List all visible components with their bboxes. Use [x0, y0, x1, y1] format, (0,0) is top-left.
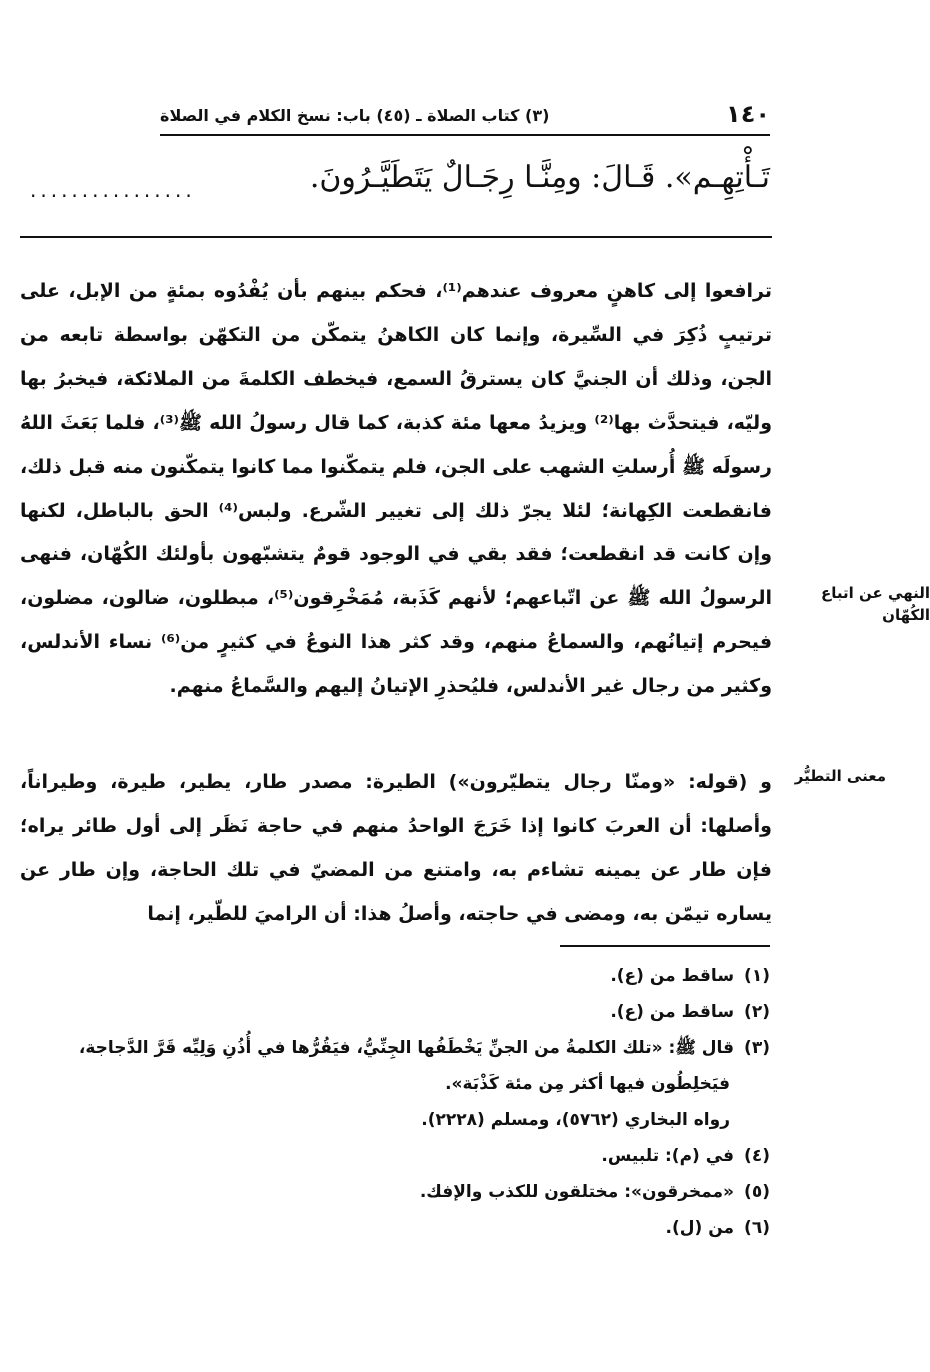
matn-text: تَـأْتِهِـم». قَـالَ: ومِنَّـا رِجَـالٌ يَتَطَيَّـرُونَ.	[309, 160, 770, 195]
footnote-4	[20, 1138, 770, 1174]
footnote-text: من (ل).	[665, 1218, 735, 1238]
header-rule	[160, 134, 770, 136]
matn-rule	[20, 236, 772, 238]
footnote-number: (٦)	[744, 1218, 770, 1238]
footnote-3	[20, 1030, 770, 1066]
footnote-text: ساقط من (ع).	[610, 1002, 735, 1022]
footnotes	[20, 958, 770, 1246]
footnote-number: (١)	[744, 966, 770, 986]
footnote-text: في (م): تلبيس.	[601, 1146, 735, 1166]
footnote-number: (٢)	[744, 1002, 770, 1022]
footnote-2	[20, 994, 770, 1030]
footnote-text: ساقط من (ع).	[610, 966, 735, 986]
footnote-text: «ممخرقون»: مختلقون للكذب والإفك.	[419, 1182, 735, 1202]
page-number: ١٤٠	[726, 100, 770, 128]
page-header	[160, 100, 770, 132]
margin-note-kahana: النهي عن اتباع الكُهّان	[821, 584, 930, 624]
footnote-5	[20, 1174, 770, 1210]
footnote-1	[20, 958, 770, 994]
commentary-paragraph-2: و (قوله: «ومنّا رجال يتطيّرون») الطيرة: مصدر طار، يطير، طيرة، وطيراناً، وأصلها: أن العربَ كانوا إذا خَرَجَ الواحدُ منهم في حاجة نَظَر إلى أول طائر يراه؛ فإن طار عن يمينه تشاءم به، وامتنع من المضيّ في تلك الحاجة، وإن طار عن يساره تيمّن به، ومضى في حاجته، وأصلُ هذا: أن الراميَ للطّير، إنما	[20, 771, 772, 925]
footnote-rule	[560, 945, 770, 947]
footnote-3-source: رواه البخاري (٥٧٦٢)، ومسلم (٢٢٢٨).	[421, 1110, 730, 1130]
footnote-number: (٣)	[744, 1038, 770, 1058]
hadith-matn	[20, 150, 770, 220]
footnote-6	[20, 1210, 770, 1246]
commentary-paragraph-1: ترافعوا إلى كاهنٍ معروف عندهم⁽¹⁾، فحكم بينهم بأن يُفْدُوه بمئةٍ من الإبل، على ترتيبٍ ذُكِرَ في السِّيرة، وإنما كان الكاهنُ يتمكّن من التكهّن بواسطة تابعه من الجن، وذلك أن الجنيَّ كان يسترقُ السمع، فيخطف الكلمةَ من الملائكة، فيخبرُ بها وليّه، فيتحدَّث بها⁽²⁾ ويزيدُ معها مئة كذبة، كما قال رسولُ الله ﷺ⁽³⁾، فلما بَعَثَ اللهُ رسولَه ﷺ أُرسلتِ الشهب على الجن، فلم يتمكّنوا مما كانوا يتمكّنون منه قبل ذلك، فانقطعت الكِهانة؛ لئلا يجرّ ذلك إلى تغيير الشّرع. ولبس⁽⁴⁾ الحق بالباطل، لكنها وإن كانت قد انقطعت؛ فقد بقي في الوجود قومٌ يتشبّهون بأولئك الكُهّان، فنهى الرسولُ الله ﷺ عن اتّباعهم؛ لأنهم كَذَبة، مُمَخْرِقون⁽⁵⁾، مبطلون، ضالون، مضلون، فيحرم إتيانُهم، والسماعُ منهم، وقد كثر هذا النوعُ في كثيرٍ من⁽⁶⁾ نساء الأندلس، وكثير من رجال غير الأندلس، فليُحذرِ الإتيانُ إليهم والسَّماعُ منهم.	[20, 280, 773, 698]
footnote-3-continuation: فيَخلِطُون فيها أكثر مِن مئة كَذْبَة».	[445, 1074, 730, 1094]
margin-note-tatayyur: معنى التطيُّر	[794, 767, 886, 785]
footnote-number: (٤)	[744, 1146, 770, 1166]
footnote-number: (٥)	[744, 1182, 770, 1202]
matn-dots: ................	[30, 178, 196, 202]
running-title: (٣) كتاب الصلاة ـ (٤٥) باب: نسخ الكلام في الصلاة	[160, 106, 550, 125]
footnote-text: قال ﷺ: «تلك الكلمةُ من الجنِّ يَخْطَفُها الجِنِّيُّ، فيَقُرُّها في أُذُنِ وَلِيِّه قَرَّ الدَّجاجة،	[78, 1038, 735, 1058]
